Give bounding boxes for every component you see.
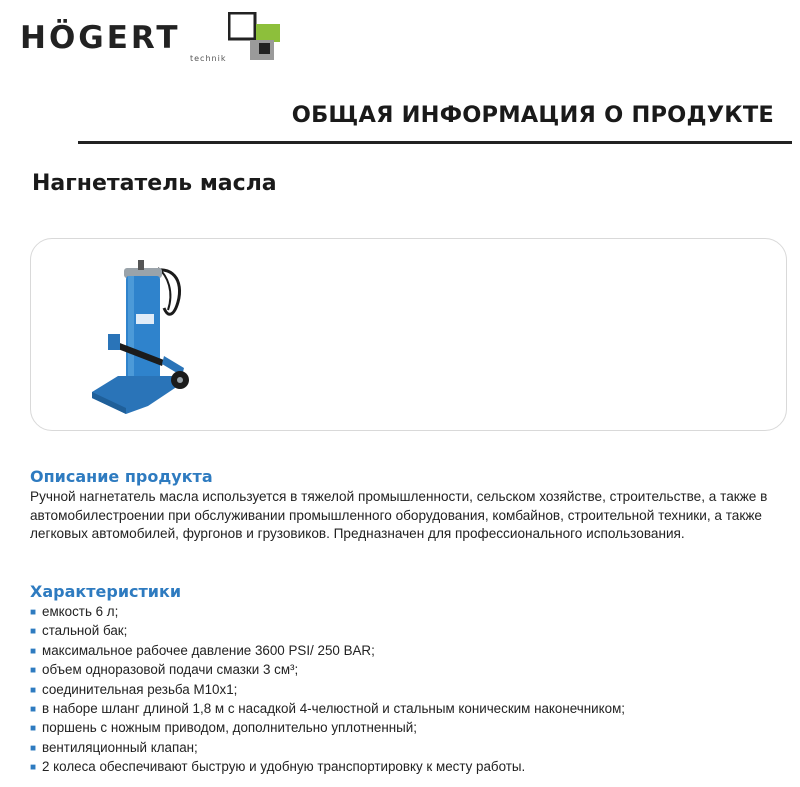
square-bullet-icon: ■: [30, 626, 37, 638]
product-title: Нагнетатель масла: [32, 171, 277, 196]
square-bullet-icon: ■: [30, 645, 37, 657]
spec-item: [30, 642, 780, 661]
square-bullet-icon: ■: [30, 742, 37, 754]
spec-item-text: 2 колеса обеспечивают быструю и удобную транспортировку к месту работы.: [42, 759, 526, 775]
description-text: Ручной нагнетатель масла используется в тяжелой промышленности, сельском хозяйстве, строительстве, а также в автомобилестроении при обслуживании промышленного оборудования, комбайнов, строительной техники, а также легковых автомобилей, фургонов и грузовиков. Предназначен для профессионального использования.: [30, 489, 768, 542]
spec-item: [30, 661, 780, 680]
header-divider: [78, 141, 792, 144]
spec-item-text: в наборе шланг длиной 1,8 м с насадкой 4-челюстной и стальным коническим наконечником;: [42, 701, 626, 717]
spec-item-text: объем одноразовой подачи смазки 3 см³;: [42, 662, 299, 678]
specs-heading: Характеристики: [30, 582, 182, 601]
brand-squares-icon: [228, 12, 288, 60]
square-bullet-icon: ■: [30, 762, 37, 774]
spec-item-text: емкость 6 л;: [42, 604, 119, 619]
brand-name: HÖGERT: [20, 20, 181, 56]
spec-item: [30, 758, 780, 777]
square-bullet-icon: ■: [30, 723, 37, 735]
spec-item: [30, 622, 780, 641]
square-bullet-icon: ■: [30, 607, 37, 618]
specs-list: [30, 603, 780, 778]
square-bullet-icon: ■: [30, 704, 37, 716]
brand-tagline: technik: [190, 54, 227, 63]
spec-item-text: стальной бак;: [42, 623, 128, 639]
page-header-title: ОБЩАЯ ИНФОРМАЦИЯ О ПРОДУКТЕ: [291, 102, 774, 128]
description-heading: Описание продукта: [30, 467, 213, 486]
square-bullet-icon: ■: [30, 684, 37, 696]
brand-logo: [20, 12, 290, 64]
spec-item-text: соединительная резьба M10x1;: [42, 681, 238, 697]
spec-item-text: поршень с ножным приводом, дополнительно уплотненный;: [42, 720, 417, 736]
spec-item: [30, 603, 780, 622]
spec-item: [30, 739, 780, 758]
spec-item: [30, 700, 780, 719]
spec-item: [30, 719, 780, 738]
square-bullet-icon: ■: [30, 665, 37, 677]
spec-item-text: максимальное рабочее давление 3600 PSI/ 250 BAR;: [42, 642, 375, 658]
spec-item-text: вентиляционный клапан;: [42, 739, 198, 755]
spec-item: [30, 681, 780, 700]
grease-pump-product-icon: [88, 258, 198, 418]
